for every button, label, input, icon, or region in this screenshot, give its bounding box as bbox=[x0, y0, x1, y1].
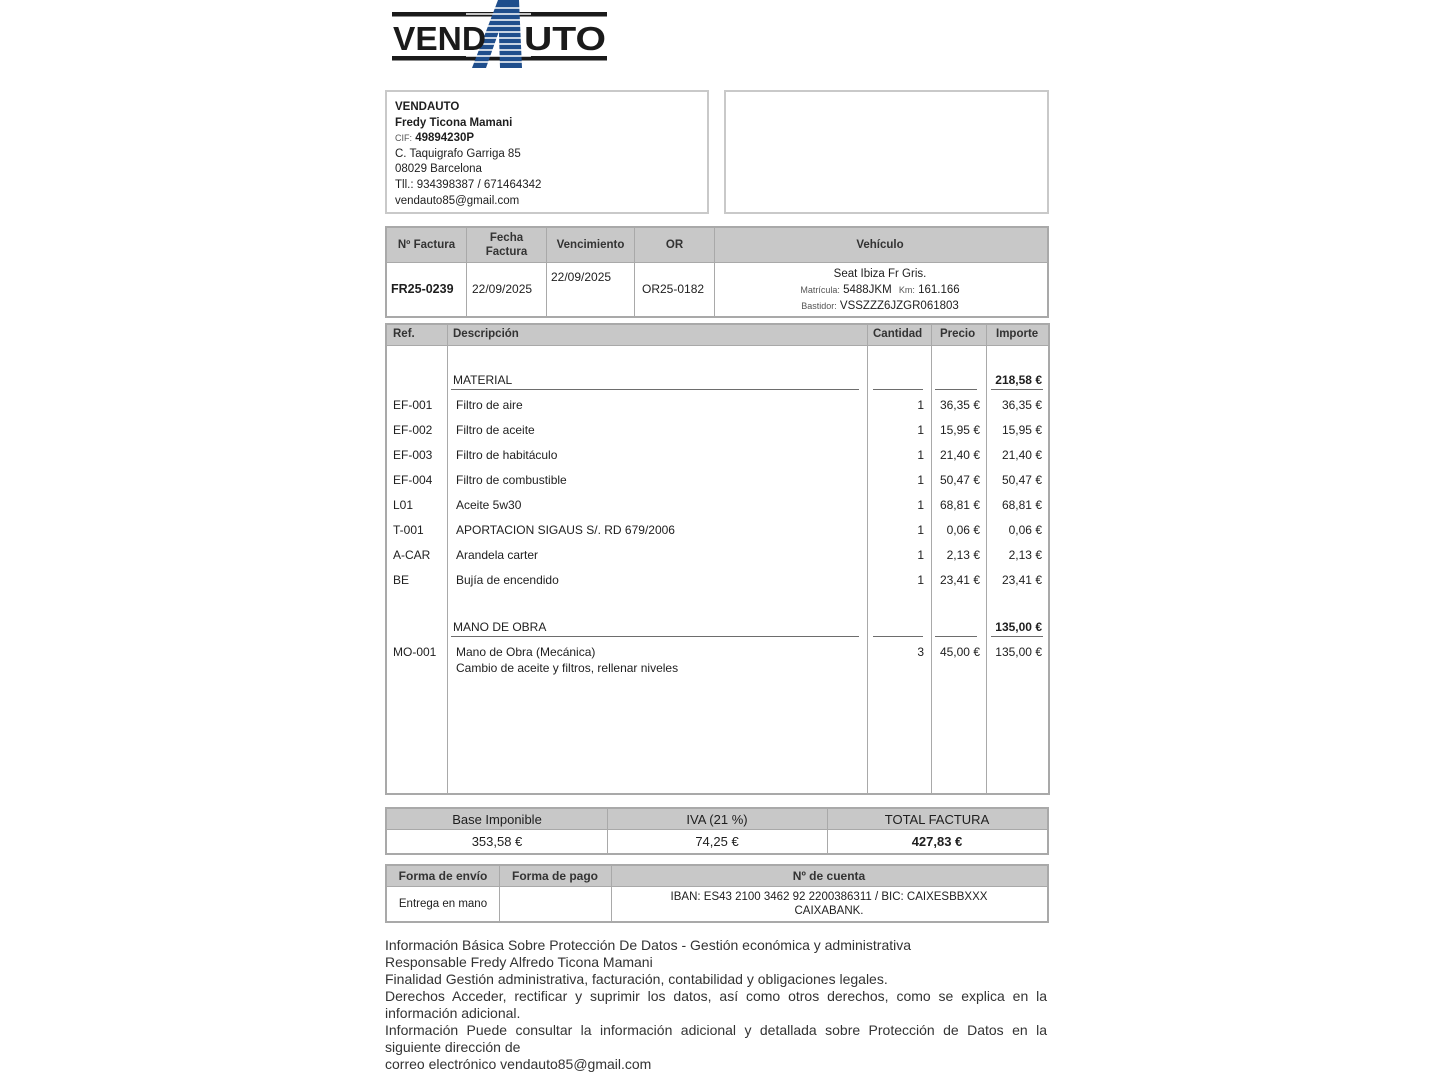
account-iban: IBAN: ES43 2100 3462 92 2200386311 / BIC: CAIXESBBXXX bbox=[670, 891, 988, 903]
invoice-date-header-line2: Factura bbox=[485, 246, 528, 258]
company-phone: Tll.: 934398387 / 671464342 bbox=[395, 178, 542, 191]
company-email: vendauto85@gmail.com bbox=[395, 194, 520, 207]
amount-header: Importe bbox=[996, 328, 1039, 340]
qty-header: Cantidad bbox=[873, 328, 923, 340]
table-row bbox=[387, 398, 1048, 416]
payment-table bbox=[385, 864, 1049, 923]
company-city: 08029 Barcelona bbox=[395, 163, 482, 176]
base-label: Base Imponible bbox=[452, 812, 542, 827]
item-price: 15,95 € bbox=[939, 423, 980, 437]
item-desc: APORTACION SIGAUS S/. RD 679/2006 bbox=[456, 523, 675, 537]
cif-value: 49894230P bbox=[415, 132, 475, 145]
item-desc: Arandela carter bbox=[456, 548, 539, 562]
section-title: MATERIAL bbox=[453, 373, 513, 387]
table-row bbox=[387, 645, 1048, 677]
due-date: 22/09/2025 bbox=[551, 270, 612, 284]
items-table bbox=[385, 323, 1050, 795]
privacy-line: correo electrónico vendauto85@gmail.com bbox=[385, 1056, 652, 1072]
item-amount: 68,81 € bbox=[1001, 498, 1042, 512]
shipping-label: Forma de envío bbox=[398, 869, 488, 883]
privacy-notice bbox=[385, 937, 1047, 1073]
item-qty: 1 bbox=[917, 398, 924, 412]
iva-value: 74,25 € bbox=[695, 834, 739, 849]
section-total: 135,00 € bbox=[995, 620, 1042, 634]
item-amount: 135,00 € bbox=[995, 645, 1042, 659]
account-bank: CAIXABANK. bbox=[794, 905, 864, 917]
ref-header: Ref. bbox=[393, 328, 415, 340]
km-label: Km: bbox=[898, 285, 915, 295]
totals-table bbox=[385, 807, 1049, 855]
company-owner: Fredy Ticona Mamani bbox=[395, 116, 513, 129]
item-ref: EF-004 bbox=[393, 473, 433, 487]
due-date-header: Vencimiento bbox=[556, 239, 625, 251]
iva-label: IVA (21 %) bbox=[686, 812, 748, 827]
issuer-box bbox=[385, 90, 709, 214]
item-price: 36,35 € bbox=[939, 398, 980, 412]
table-row bbox=[387, 448, 1048, 466]
base-value: 353,58 € bbox=[471, 834, 523, 849]
item-amount: 36,35 € bbox=[1001, 398, 1042, 412]
item-price: 45,00 € bbox=[939, 645, 980, 659]
account-label: Nº de cuenta bbox=[792, 869, 866, 883]
vehicle-vin bbox=[715, 298, 1045, 314]
invoice-header-table bbox=[385, 226, 1049, 318]
vehicle-model: Seat Ibiza Fr Gris. bbox=[833, 268, 927, 280]
item-amount: 23,41 € bbox=[1001, 573, 1042, 587]
plate-value: 5488JKM bbox=[843, 284, 892, 296]
privacy-line: Información Puede consultar la información adicional y detallada sobre Protección de Datos en la siguiente dirección de bbox=[385, 1022, 1047, 1055]
table-row bbox=[387, 523, 1048, 541]
km-value: 161.166 bbox=[918, 284, 960, 296]
vehicle-info bbox=[715, 266, 1045, 318]
client-box bbox=[724, 90, 1049, 214]
item-ref: L01 bbox=[393, 498, 414, 512]
total-label: TOTAL FACTURA bbox=[884, 812, 990, 827]
cif-label: CIF: bbox=[395, 133, 412, 144]
plate-label: Matrícula: bbox=[800, 285, 840, 295]
item-ref: EF-002 bbox=[393, 423, 433, 437]
item-ref: EF-001 bbox=[393, 398, 433, 412]
item-price: 2,13 € bbox=[946, 548, 980, 562]
company-address: C. Taquigrafo Garriga 85 bbox=[395, 147, 521, 160]
or-header: OR bbox=[665, 239, 684, 251]
section-total: 218,58 € bbox=[995, 373, 1042, 387]
item-qty: 1 bbox=[917, 523, 924, 537]
invoice-number: FR25-0239 bbox=[391, 282, 454, 296]
company-name: VENDAUTO bbox=[395, 101, 460, 113]
item-desc: Filtro de aceite bbox=[456, 423, 535, 437]
item-desc-detail: Cambio de aceite y filtros, rellenar niveles bbox=[456, 661, 679, 675]
item-ref: BE bbox=[393, 573, 410, 587]
invoice-date: 22/09/2025 bbox=[472, 282, 533, 296]
svg-text:UTO: UTO bbox=[524, 20, 606, 57]
or-number: OR25-0182 bbox=[642, 282, 705, 296]
svg-text:VEND: VEND bbox=[393, 20, 486, 57]
invoice-date-header bbox=[467, 228, 546, 262]
item-amount: 21,40 € bbox=[1001, 448, 1042, 462]
item-price: 21,40 € bbox=[939, 448, 980, 462]
item-desc: Aceite 5w30 bbox=[456, 498, 522, 512]
item-qty: 1 bbox=[917, 548, 924, 562]
item-desc: Filtro de aire bbox=[456, 398, 523, 412]
table-row bbox=[387, 548, 1048, 566]
item-ref: MO-001 bbox=[393, 645, 437, 659]
item-qty: 1 bbox=[917, 498, 924, 512]
table-row bbox=[387, 573, 1048, 591]
section-title: MANO DE OBRA bbox=[453, 620, 547, 634]
item-price: 0,06 € bbox=[946, 523, 980, 537]
price-header: Precio bbox=[940, 328, 976, 340]
table-row bbox=[387, 423, 1048, 441]
desc-header: Descripción bbox=[453, 328, 519, 340]
item-price: 23,41 € bbox=[939, 573, 980, 587]
item-amount: 15,95 € bbox=[1001, 423, 1042, 437]
invoice-number-header: Nº Factura bbox=[397, 239, 456, 251]
table-row bbox=[387, 473, 1048, 491]
item-ref: A-CAR bbox=[393, 548, 431, 562]
vin-label: Bastidor: bbox=[801, 301, 837, 311]
item-ref: EF-003 bbox=[393, 448, 433, 462]
item-qty: 1 bbox=[917, 573, 924, 587]
item-qty: 1 bbox=[917, 448, 924, 462]
item-amount: 0,06 € bbox=[1008, 523, 1042, 537]
vin-value: VSSZZZ6JZGR061803 bbox=[839, 300, 959, 312]
item-qty: 1 bbox=[917, 423, 924, 437]
vendauto-logo bbox=[386, 0, 616, 72]
item-amount: 50,47 € bbox=[1001, 473, 1042, 487]
method-label: Forma de pago bbox=[511, 869, 598, 883]
total-value: 427,83 € bbox=[911, 834, 963, 849]
item-desc: Bujía de encendido bbox=[456, 573, 559, 587]
table-row bbox=[387, 498, 1048, 516]
item-qty: 3 bbox=[917, 645, 924, 659]
item-desc: Filtro de combustible bbox=[456, 473, 567, 487]
item-desc: Mano de Obra (Mecánica) bbox=[456, 645, 596, 659]
account-value bbox=[611, 890, 1047, 918]
invoice-date-header-line1: Fecha bbox=[489, 232, 524, 244]
privacy-line: Derechos Acceder, rectificar y suprimir los datos, así como otros derechos, como se explica en la información adicional. bbox=[385, 988, 1047, 1021]
item-qty: 1 bbox=[917, 473, 924, 487]
vehicle-plate-km bbox=[715, 282, 1045, 298]
item-desc: Filtro de habitáculo bbox=[456, 448, 558, 462]
privacy-line: Información Básica Sobre Protección De Datos - Gestión económica y administrativa bbox=[385, 937, 912, 953]
item-price: 50,47 € bbox=[939, 473, 980, 487]
privacy-line: Finalidad Gestión administrativa, facturación, contabilidad y obligaciones legales. bbox=[385, 971, 888, 987]
item-ref: T-001 bbox=[393, 523, 424, 537]
shipping-value: Entrega en mano bbox=[398, 898, 488, 910]
privacy-line: Responsable Fredy Alfredo Ticona Mamani bbox=[385, 954, 653, 970]
vehicle-header: Vehículo bbox=[856, 239, 904, 251]
item-price: 68,81 € bbox=[939, 498, 980, 512]
company-cif bbox=[395, 131, 707, 147]
item-amount: 2,13 € bbox=[1008, 548, 1042, 562]
